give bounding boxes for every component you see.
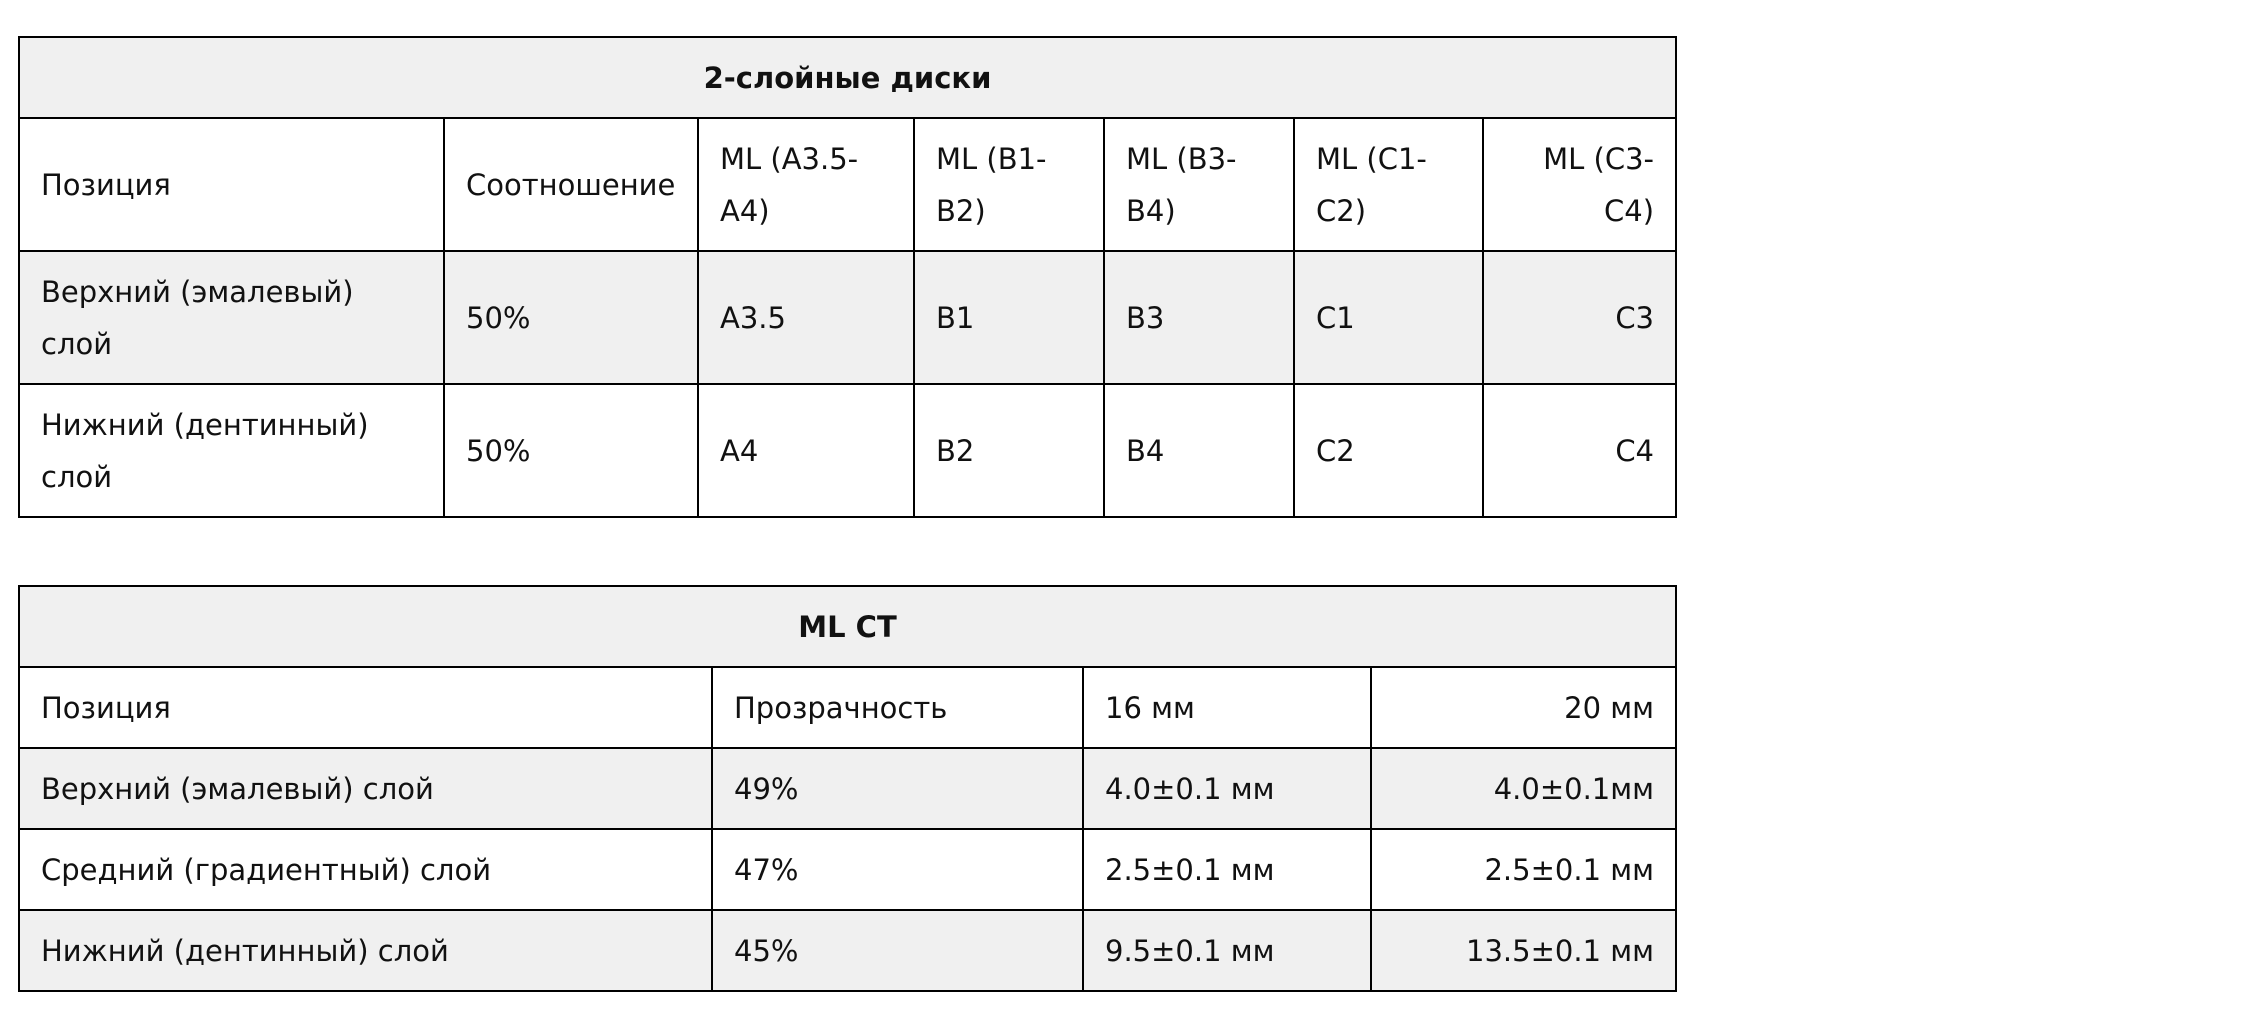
- table-row: [19, 748, 1676, 829]
- table-cell: B3: [1104, 251, 1294, 384]
- header-cell-ml-a: ML (A3.5-A4): [698, 118, 914, 251]
- table-row: [19, 829, 1676, 910]
- table-cell: 2.5±0.1 мм: [1083, 829, 1371, 910]
- table-cell: 4.0±0.1 мм: [1083, 748, 1371, 829]
- table-cell: B1: [914, 251, 1104, 384]
- table-cell: C3: [1483, 251, 1676, 384]
- table-row: [19, 384, 1676, 517]
- header-cell-ml-c1: ML (C1-C2): [1294, 118, 1483, 251]
- table-cell: 9.5±0.1 мм: [1083, 910, 1371, 991]
- header-cell-16mm: 16 мм: [1083, 667, 1371, 748]
- header-cell-ml-b1: ML (B1-B2): [914, 118, 1104, 251]
- table-cell: 50%: [444, 251, 698, 384]
- table-title: ML CT: [19, 586, 1676, 667]
- table-row: [19, 251, 1676, 384]
- header-cell-translucency: Прозрачность: [712, 667, 1083, 748]
- table-cell: Нижний (дентинный) слой: [19, 910, 712, 991]
- table-cell: Нижний (дентинный) слой: [19, 384, 444, 517]
- header-row: [19, 118, 1676, 251]
- table-cell: 2.5±0.1 мм: [1371, 829, 1676, 910]
- table-cell: A3.5: [698, 251, 914, 384]
- header-cell-20mm: 20 мм: [1371, 667, 1676, 748]
- table-cell: 4.0±0.1мм: [1371, 748, 1676, 829]
- table-cell: 47%: [712, 829, 1083, 910]
- header-cell-ml-c3: ML (C3-C4): [1483, 118, 1676, 251]
- table-cell: C1: [1294, 251, 1483, 384]
- header-cell-ml-b3: ML (B3-B4): [1104, 118, 1294, 251]
- table-cell: C2: [1294, 384, 1483, 517]
- table-row: [19, 910, 1676, 991]
- table-cell: 13.5±0.1 мм: [1371, 910, 1676, 991]
- table-cell: 45%: [712, 910, 1083, 991]
- table-title-row: [19, 586, 1676, 667]
- table-cell: 50%: [444, 384, 698, 517]
- table-title: 2-слойные диски: [19, 37, 1676, 118]
- table-cell: B2: [914, 384, 1104, 517]
- table-cell: Верхний (эмалевый) слой: [19, 251, 444, 384]
- table-cell: Верхний (эмалевый) слой: [19, 748, 712, 829]
- table-cell: 49%: [712, 748, 1083, 829]
- header-cell-ratio: Соотношение: [444, 118, 698, 251]
- table-cell: B4: [1104, 384, 1294, 517]
- header-cell-position: Позиция: [19, 667, 712, 748]
- table-title-row: [19, 37, 1676, 118]
- header-cell-position: Позиция: [19, 118, 444, 251]
- header-row: [19, 667, 1676, 748]
- two-layer-discs-table: [18, 36, 1677, 518]
- table-cell: A4: [698, 384, 914, 517]
- table-cell: C4: [1483, 384, 1676, 517]
- table-cell: Средний (градиентный) слой: [19, 829, 712, 910]
- ml-ct-table: [18, 585, 1677, 992]
